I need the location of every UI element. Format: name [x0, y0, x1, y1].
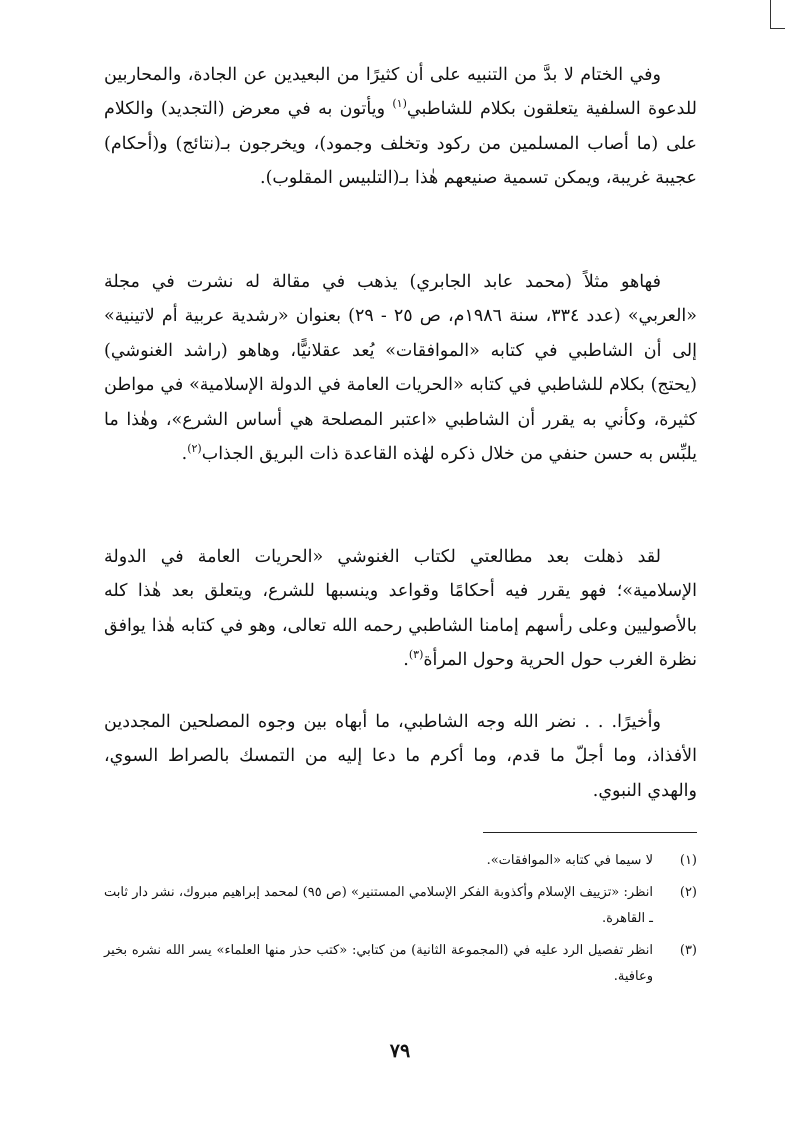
paragraph-1-before: وفي الختام لا بدَّ من التنبيه على أن كثيرًا من البعيدين عن الجادة، والمحاربين للدعوة السلفية يتعلقون بكلام للشاطبي [104, 65, 697, 120]
footnotes [104, 848, 697, 996]
footnote-text: انظر: «تزييف الإسلام وأكذوبة الفكر الإسلامي المستنير» (ص ٩٥) لمحمد إبراهيم مبروك، نشر دار ثابت ـ القاهرة. [104, 885, 653, 926]
paragraph-2-before: فهاهو مثلاً (محمد عابد الجابري) يذهب في مقالة له نشرت في مجلة «العربي» (عدد ٣٣٤، سنة ١٩٨٦م، ص ٢٥ - ٢٩) بعنوان «رشدية عربية أم لاتينية» إلى أن الشاطبي في كتابه «الموافقات» يُعد عقلانيًّا، وهاهو (راشد الغنوشي) (يحتج) بكلام للشاطبي في كتابه «الحريات العامة في الدولة الإسلامية» في مواطن كثيرة، وكأني به يقرر أن الشاطبي «اعتبر المصلحة هي أساس الشرع»، وهٰذا ما يلبِّس به حسن حنفي من خلال ذكره لهٰذه القاعدة ذات البريق الجذاب [104, 272, 697, 465]
footnote-1 [104, 848, 697, 874]
paragraph-2-after: . [181, 444, 188, 465]
paragraph-1-text [104, 58, 697, 196]
footnote-number: (٣) [679, 943, 697, 958]
footnote-2 [104, 880, 697, 932]
paragraph-4-before: وأخيرًا. . . نضر الله وجه الشاطبي، ما أبهاه بين وجوه المصلحين المجددين الأفذاذ، وما أجلّ ما قدم، وما أكرم ما دعا إليه من التمسك بالصراط السوي، والهدي النبوي. [104, 712, 697, 801]
paragraph-2 [104, 265, 697, 471]
scan-corner-mark [770, 0, 785, 29]
paragraph-1-after: ويأتون به في معرض (التجديد) والكلام على (ما أصاب المسلمين من ركود وتخلف وجمود)، ويخرجون بـ(نتائج) و(أحكام) عجيبة غريبة، ويمكن تسمية صنيعهم هٰذا بـ(التلبيس المقلوب). [104, 99, 697, 189]
paragraph-3-after: . [403, 650, 409, 671]
footnote-ref-2[interactable]: (٢) [187, 442, 202, 456]
paragraph-1 [104, 58, 697, 196]
footnote-ref-1[interactable]: (١) [392, 97, 407, 111]
footnote-text: لا سيما في كتابه «الموافقات». [486, 853, 653, 868]
footnote-number: (٢) [679, 885, 697, 900]
footnote-number: (١) [679, 853, 697, 868]
paragraph-4 [104, 705, 697, 808]
footnote-text: انظر تفصيل الرد عليه في (المجموعة الثانية) من كتابي: «كتب حذر منها العلماء» يسر الله نشره بخير وعافية. [104, 943, 653, 984]
page-number: ٧٩ [389, 1040, 411, 1062]
footnote-separator [483, 832, 697, 833]
paragraph-4-text [104, 705, 697, 808]
paragraph-3-text [104, 540, 697, 678]
footnote-ref-3[interactable]: (٣) [408, 648, 424, 662]
paragraph-3-before: لقد ذهلت بعد مطالعتي لكتاب الغنوشي «الحريات العامة في الدولة الإسلامية»؛ فهو يقرر فيه أحكامًا وقواعد وينسبها للشرع، ويتعلق بعد هٰذا كله بالأصوليين وعلى رأسهم إمامنا الشاطبي رحمه الله تعالى، وهو في كتابه هٰذا يوافق نظرة الغرب حول الحرية وحول المرأة [104, 547, 697, 671]
paragraph-2-text [104, 265, 697, 471]
footnote-3 [104, 938, 697, 990]
paragraph-3 [104, 540, 697, 678]
